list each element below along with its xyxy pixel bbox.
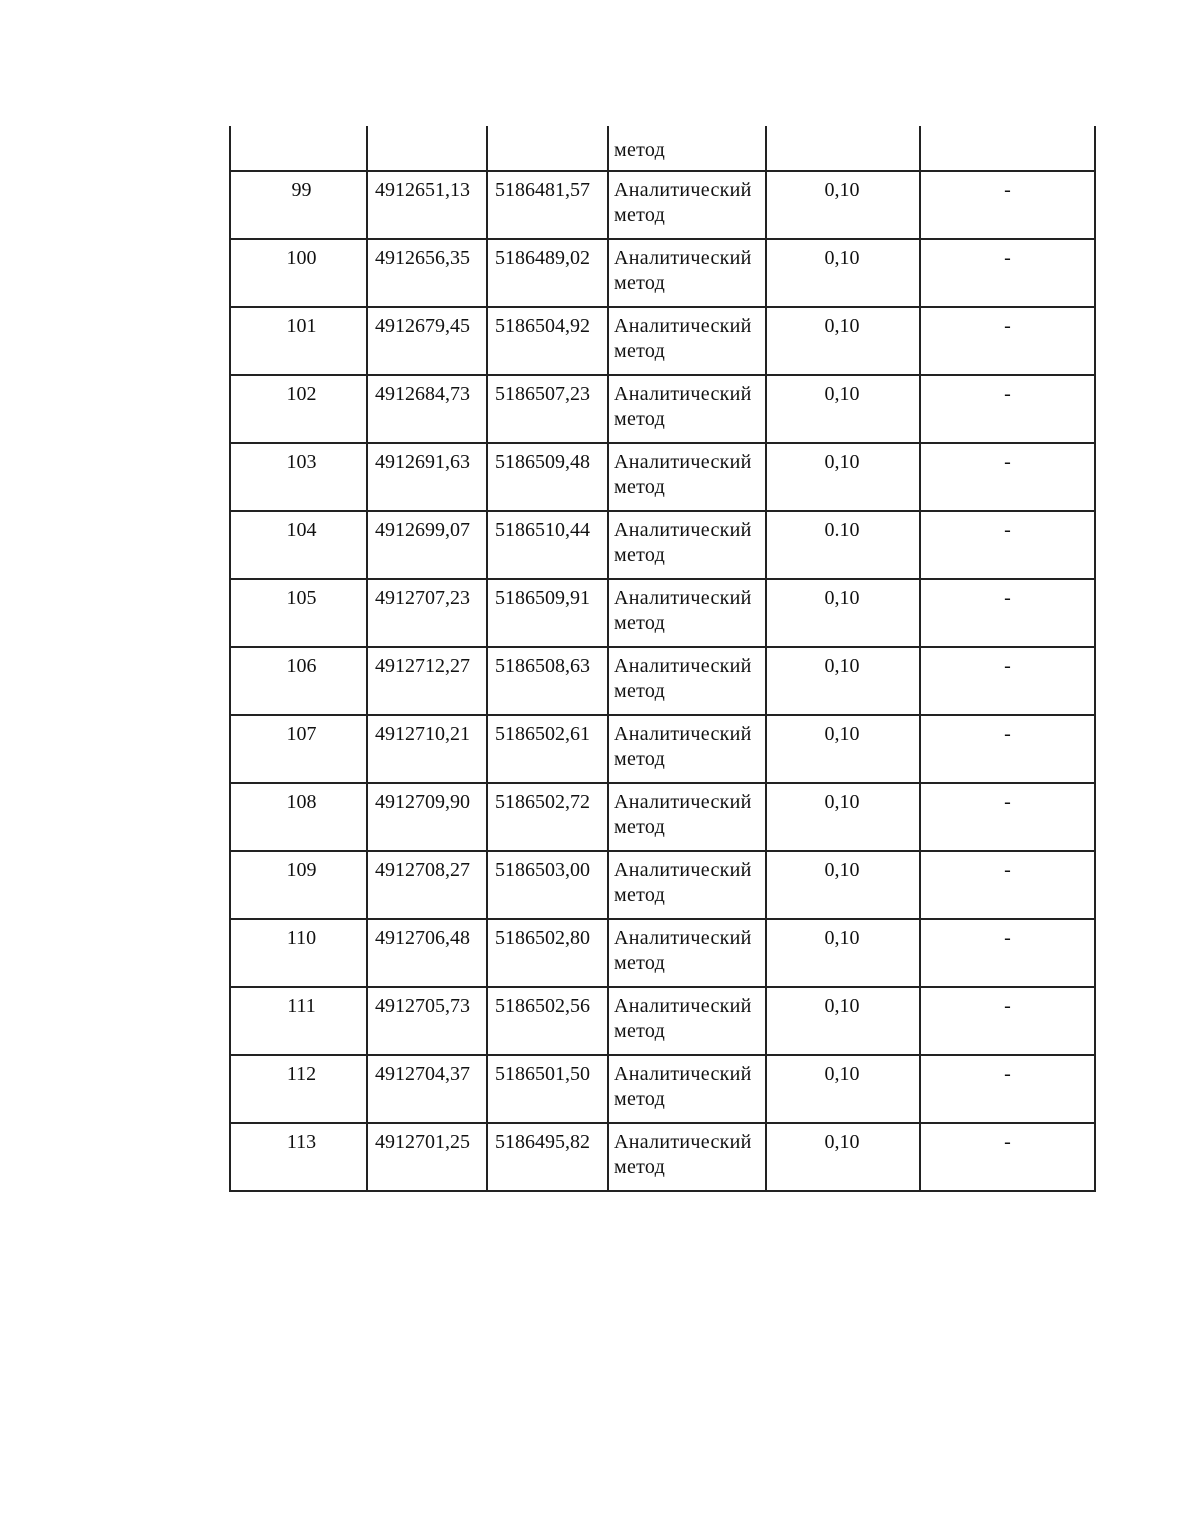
cell-note: -: [919, 172, 1096, 238]
cell-note: -: [919, 920, 1096, 986]
cell-method: метод: [607, 126, 765, 170]
method-line-2: метод: [614, 476, 666, 498]
table-row: [229, 782, 1096, 850]
table-row: [229, 306, 1096, 374]
cell-error: 0,10: [765, 1124, 919, 1190]
cell-x: 4912651,13: [366, 172, 486, 238]
cell-x: 4912705,73: [366, 988, 486, 1054]
method-line-2: метод: [614, 680, 666, 702]
cell-x: 4912704,37: [366, 1056, 486, 1122]
cell-error: 0,10: [765, 444, 919, 510]
cell-point-number: 107: [229, 716, 366, 782]
method-line-1: Аналитический: [614, 383, 752, 405]
cell-note: -: [919, 376, 1096, 442]
cell-method: [607, 1056, 765, 1122]
cell-method: [607, 648, 765, 714]
cell-y: 5186509,48: [486, 444, 607, 510]
cell-error: 0,10: [765, 240, 919, 306]
cell-error: 0,10: [765, 172, 919, 238]
cell-note: -: [919, 648, 1096, 714]
method-line-2: метод: [614, 544, 666, 566]
cell-note: -: [919, 512, 1096, 578]
cell-point-number: 99: [229, 172, 366, 238]
method-line-1: Аналитический: [614, 179, 752, 201]
cell-method: [607, 172, 765, 238]
cell-note: -: [919, 784, 1096, 850]
cell-method: [607, 784, 765, 850]
cell-x: [366, 126, 486, 170]
cell-note: -: [919, 1124, 1096, 1190]
cell-point-number: [229, 126, 366, 170]
method-line-1: Аналитический: [614, 315, 752, 337]
cell-y: 5186481,57: [486, 172, 607, 238]
cell-y: 5186502,72: [486, 784, 607, 850]
cell-x: 4912679,45: [366, 308, 486, 374]
coordinates-table: [229, 126, 1096, 1192]
table-row: [229, 646, 1096, 714]
method-line-2: метод: [614, 1020, 666, 1042]
cell-x: 4912701,25: [366, 1124, 486, 1190]
cell-point-number: 109: [229, 852, 366, 918]
method-line-2: метод: [614, 952, 666, 974]
method-line-1: Аналитический: [614, 587, 752, 609]
method-line-2: метод: [614, 272, 666, 294]
cell-method: [607, 716, 765, 782]
table-row: [229, 238, 1096, 306]
method-line-1: Аналитический: [614, 1063, 752, 1085]
cell-x: 4912684,73: [366, 376, 486, 442]
cell-method: [607, 988, 765, 1054]
method-line-1: Аналитический: [614, 995, 752, 1017]
cell-y: 5186508,63: [486, 648, 607, 714]
cell-note: -: [919, 716, 1096, 782]
cell-point-number: 112: [229, 1056, 366, 1122]
table-row: [229, 510, 1096, 578]
cell-x: 4912707,23: [366, 580, 486, 646]
method-line-1: Аналитический: [614, 723, 752, 745]
cell-method: [607, 580, 765, 646]
method-line-1: Аналитический: [614, 247, 752, 269]
table-row: [229, 374, 1096, 442]
cell-x: 4912706,48: [366, 920, 486, 986]
cell-y: 5186502,61: [486, 716, 607, 782]
cell-y: 5186507,23: [486, 376, 607, 442]
method-line-2: метод: [614, 884, 666, 906]
cell-error: 0.10: [765, 512, 919, 578]
cell-note: -: [919, 852, 1096, 918]
table-row: [229, 714, 1096, 782]
table-row: [229, 578, 1096, 646]
cell-x: 4912709,90: [366, 784, 486, 850]
method-line-1: Аналитический: [614, 927, 752, 949]
cell-method: [607, 240, 765, 306]
table-row: [229, 986, 1096, 1054]
cell-note: -: [919, 988, 1096, 1054]
cell-y: 5186489,02: [486, 240, 607, 306]
cell-error: [765, 126, 919, 170]
cell-y: 5186509,91: [486, 580, 607, 646]
cell-x: 4912710,21: [366, 716, 486, 782]
cell-error: 0,10: [765, 920, 919, 986]
cell-x: 4912712,27: [366, 648, 486, 714]
table-row-continuation: [229, 126, 1096, 170]
method-line-1: Аналитический: [614, 859, 752, 881]
cell-error: 0,10: [765, 580, 919, 646]
method-line-1: Аналитический: [614, 519, 752, 541]
cell-error: 0,10: [765, 1056, 919, 1122]
cell-method: [607, 512, 765, 578]
method-line-2: метод: [614, 340, 666, 362]
cell-note: [919, 126, 1096, 170]
cell-y: 5186504,92: [486, 308, 607, 374]
cell-point-number: 103: [229, 444, 366, 510]
method-line-1: Аналитический: [614, 655, 752, 677]
cell-method: [607, 1124, 765, 1190]
cell-error: 0,10: [765, 308, 919, 374]
method-line-2: метод: [614, 816, 666, 838]
cell-method: [607, 920, 765, 986]
cell-error: 0,10: [765, 648, 919, 714]
cell-x: 4912656,35: [366, 240, 486, 306]
table-row: [229, 1122, 1096, 1190]
cell-method: [607, 308, 765, 374]
cell-note: -: [919, 444, 1096, 510]
cell-y: 5186503,00: [486, 852, 607, 918]
cell-error: 0,10: [765, 988, 919, 1054]
cell-point-number: 110: [229, 920, 366, 986]
method-line-2: метод: [614, 748, 666, 770]
cell-error: 0,10: [765, 716, 919, 782]
cell-point-number: 113: [229, 1124, 366, 1190]
cell-point-number: 105: [229, 580, 366, 646]
cell-error: 0,10: [765, 852, 919, 918]
table-row: [229, 170, 1096, 238]
method-line-2: метод: [614, 408, 666, 430]
method-line-2: метод: [614, 612, 666, 634]
cell-point-number: 100: [229, 240, 366, 306]
table-row: [229, 1054, 1096, 1122]
cell-y: 5186495,82: [486, 1124, 607, 1190]
cell-error: 0,10: [765, 784, 919, 850]
method-line-1: Аналитический: [614, 791, 752, 813]
cell-note: -: [919, 240, 1096, 306]
method-line-1: Аналитический: [614, 451, 752, 473]
table-body: [229, 170, 1096, 1190]
cell-x: 4912708,27: [366, 852, 486, 918]
cell-y: 5186510,44: [486, 512, 607, 578]
table-row: [229, 918, 1096, 986]
table-row: [229, 850, 1096, 918]
cell-note: -: [919, 1056, 1096, 1122]
cell-note: -: [919, 580, 1096, 646]
cell-point-number: 104: [229, 512, 366, 578]
table-row: [229, 442, 1096, 510]
cell-point-number: 101: [229, 308, 366, 374]
cell-y: [486, 126, 607, 170]
cell-point-number: 111: [229, 988, 366, 1054]
method-line-1: Аналитический: [614, 1131, 752, 1153]
cell-method: [607, 852, 765, 918]
cell-method: [607, 376, 765, 442]
cell-point-number: 102: [229, 376, 366, 442]
method-line-2: метод: [614, 1088, 666, 1110]
cell-method: [607, 444, 765, 510]
cell-y: 5186501,50: [486, 1056, 607, 1122]
method-line-2: метод: [614, 204, 666, 226]
cell-y: 5186502,80: [486, 920, 607, 986]
cell-x: 4912691,63: [366, 444, 486, 510]
cell-x: 4912699,07: [366, 512, 486, 578]
cell-y: 5186502,56: [486, 988, 607, 1054]
cell-point-number: 106: [229, 648, 366, 714]
cell-error: 0,10: [765, 376, 919, 442]
cell-note: -: [919, 308, 1096, 374]
cell-point-number: 108: [229, 784, 366, 850]
method-line-2: метод: [614, 1156, 666, 1178]
